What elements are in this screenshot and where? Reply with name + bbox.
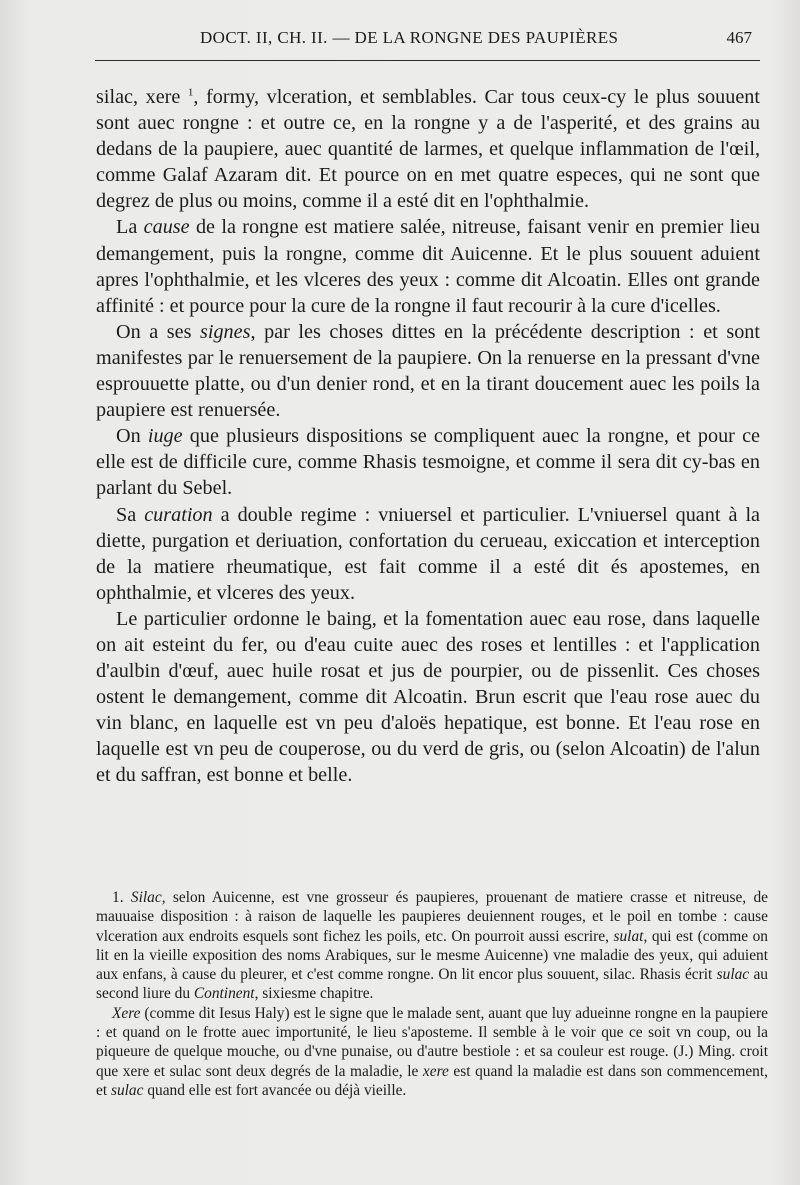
page-number: 467 (726, 28, 752, 47)
paragraph-curation (96, 502, 760, 606)
emphasis: Silac (130, 889, 162, 906)
running-title: DOCT. II, CH. II. — DE LA RONGNE DES PAUPIÈRES (200, 28, 619, 47)
header-rule (95, 60, 760, 61)
page-header (95, 28, 760, 58)
footnote-reference: 1 (187, 86, 194, 99)
paragraph-text: On a ses (116, 320, 200, 343)
emphasis: cause (143, 216, 190, 239)
footnote-text: , sixiesme chapitre. (254, 985, 374, 1003)
footnote-label: 1. (112, 889, 131, 906)
footnote-1 (96, 888, 768, 1004)
paragraph-text: a double regime : vniuersel et particulier. L'vniuersel quant à la diette, purgation et deriuation, confortation du cerueau, exiccation et interception de la matiere rheumatique, est fait comme il a esté dit és apostemes, en ophthalmie, et vlceres des yeux. (96, 503, 761, 604)
footnote-text: (comme dit Iesus Haly) est le signe que le malade sent, auant que luy adueinne rongne en la paupiere : et quand on le frotte auec importunité, le lieu s'aposteme. Il semble à le voir que ce soit vn coup, ou la piqueure de quelque mouche, ou d'vne punaise, ou d'autre bestiole : et sa couleur est rouge. (J.) Ming. croit que xere et sulac sont deux degrés de la maladie, le (96, 1004, 768, 1080)
paragraph-text: On (116, 425, 148, 448)
paragraph-text: , par les choses dittes en la précédente description : et sont manifestes par le renuersement de la paupiere. On la renuerse en la pressant d'vne esprouuette platte, ou d'un denier rond, et en la tirant doucement auec les poils la paupiere est renuersée. (96, 320, 761, 422)
footnote-1-continued (96, 1004, 768, 1100)
emphasis: signes (200, 320, 251, 343)
emphasis: Continent (193, 985, 255, 1003)
paragraph-text: que plusieurs dispositions se compliquent auec la rongne, et pour ce elle est de difficile cure, comme Rhasis tesmoigne, et comme il sera dit cy-bas en parlant du Sebel. (96, 425, 760, 500)
paragraph-text: La (116, 216, 144, 239)
emphasis: curation (144, 503, 213, 526)
emphasis: iuge (147, 425, 183, 448)
footnote-text: , selon Auicenne, est vne grosseur és paupieres, prouenant de matiere crasse et nitreuse, de mauuaise disposition : à raison de laquelle les paupieres deuiennent rouges, et le poil en tombe : cause vlceration aux endroits esquels sont fichez les poils, etc. On pourroit aussi escrire, (96, 889, 769, 945)
paragraph-signes (96, 319, 760, 423)
paragraph-cause (96, 214, 760, 318)
main-text (96, 84, 760, 789)
paragraph-iuge (96, 423, 760, 501)
paragraph-particulier: Le particulier ordonne le baing, et la fomentation auec eau rose, dans laquelle on ait esteint du fer, ou d'eau cuite auec des roses et lentilles : et l'application d'aulbin d'œuf, auec huile rosat et jus de pourpier, ou de pissenlit. Ces choses ostent le demangement, comme dit Alcoatin. Brun escrit que l'eau rose auec du vin blanc, en laquelle est vn peu d'aloës hepatique, est bonne. Et l'eau rose en laquelle est vn peu de couperose, ou du verd de gris, ou (selon Alcoatin) de l'alun et du saffran, est bonne et belle. (96, 607, 760, 787)
footnotes (96, 888, 768, 1100)
paragraph-text: Sa (116, 503, 145, 526)
footnote-text: , qui est (comme on lit en la vieille exposition des noms Arabiques, sur le mesme Auicenne) vne maladie des yeux, qui aduient aux enfans, à cause du pleurer, et c'est comme rongne. On lit encor plus souuent, silac. Rhasis écrit (96, 927, 768, 984)
paragraph-text: silac, xere (96, 86, 188, 108)
emphasis: sulac (716, 966, 750, 984)
paragraph-continuation (96, 84, 760, 214)
emphasis: Xere (112, 1004, 141, 1022)
footnote-text: est quand la maladie est dans son commencement, et (96, 1062, 768, 1099)
paragraph-text: de la rongne est matiere salée, nitreuse, faisant venir en premier lieu demangement, puis la rongne, comme dit Auicenne. Et le plus souuent aduient apres l'ophthalmie, et les vlceres des yeux : comme dit Alcoatin. Elles ont grande affinité : et pource pour la cure de la rongne il faut recourir à la cure d'icelles. (96, 216, 761, 317)
footnote-text: quand elle est fort avancée ou déjà vieille. (143, 1081, 407, 1099)
emphasis: xere (422, 1062, 449, 1080)
footnote-text: au second liure du (96, 966, 768, 1003)
emphasis: sulac (110, 1081, 144, 1099)
emphasis: sulat (613, 927, 644, 945)
paragraph-text: , formy, vlceration, et semblables. Car tous ceux-cy le plus souuent sont auec rongne : et outre ce, en la rongne y a de l'asperité, et des grains au dedans de la paupiere, auec quantité de larmes, et quelque inflammation de l'œil, comme Galaf Azaram dit. Et pource on en met quatre especes, qui ne sont que degrez de plus ou moins, comme il a esté dit en l'ophthalmie. (96, 86, 760, 213)
